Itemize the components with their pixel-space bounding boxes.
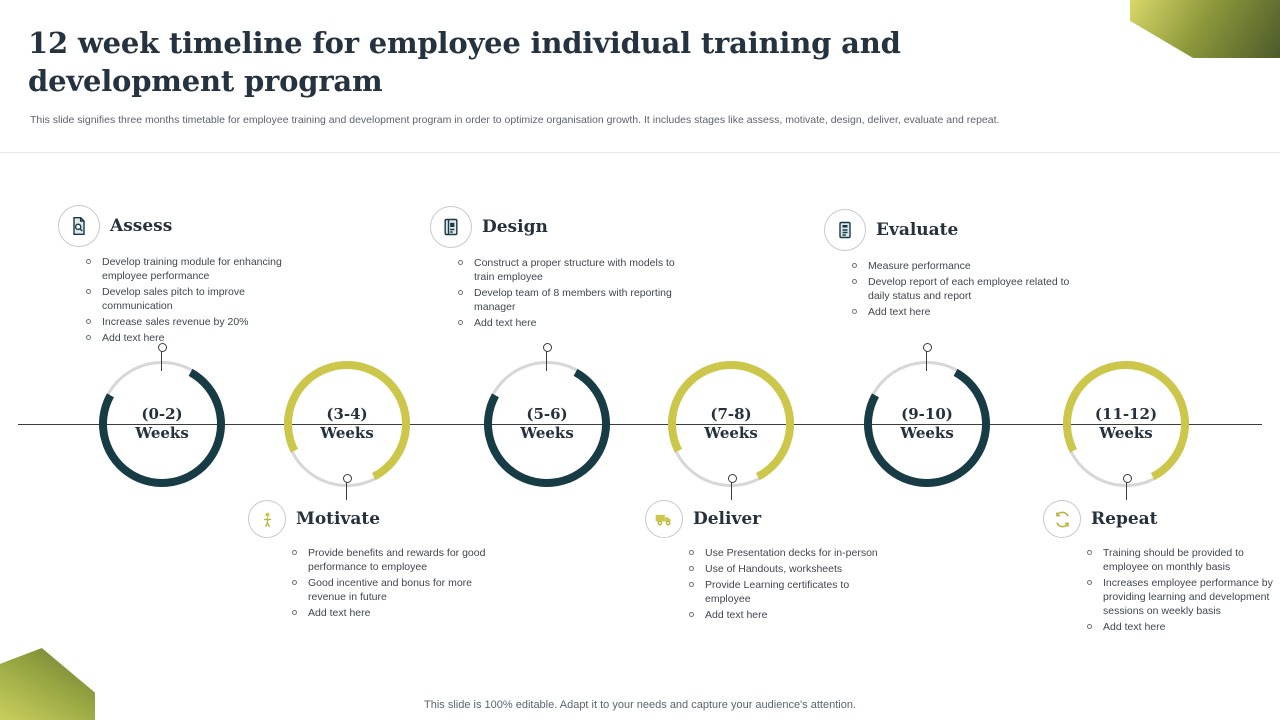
page-subtitle: This slide signifies three months timetable for employee training and development program in order to optimize organisation growth. It includes stages like assess, motivate, design, deliver, evaluate and repeat. — [30, 114, 1000, 126]
header-divider — [0, 152, 1280, 153]
stage-bullets — [1043, 546, 1278, 634]
stage-block-assess — [58, 205, 318, 347]
list-item: Add text here — [458, 316, 690, 330]
delivery-truck-icon — [645, 500, 683, 538]
node-range: (7-8) — [710, 405, 752, 423]
stage-block-evaluate — [824, 209, 1084, 321]
stage-title: Design — [482, 217, 548, 237]
stage-bullets — [430, 256, 690, 330]
blueprint-icon — [430, 206, 472, 248]
clipboard-report-icon — [824, 209, 866, 251]
stage-header — [645, 500, 895, 538]
page-title: 12 week timeline for employee individual training and development program — [28, 26, 901, 98]
stage-block-repeat — [1043, 500, 1278, 636]
node-stem-dot-6 — [1123, 474, 1132, 483]
node-stem-dot-3 — [543, 343, 552, 352]
node-range: (9-10) — [901, 405, 953, 423]
stage-title: Repeat — [1091, 509, 1158, 529]
timeline-node-4[interactable] — [668, 361, 794, 487]
stage-header — [824, 209, 1084, 251]
stage-bullets — [58, 255, 318, 345]
stage-title: Assess — [110, 216, 173, 236]
stage-title: Evaluate — [876, 220, 959, 240]
node-unit: Weeks — [135, 424, 189, 442]
stage-block-design — [430, 206, 690, 332]
node-label-6 — [1095, 405, 1157, 443]
stage-block-deliver — [645, 500, 895, 624]
list-item: Construct a proper structure with models to train employee — [458, 256, 690, 284]
refresh-cycle-icon — [1043, 500, 1081, 538]
stage-header — [430, 206, 690, 248]
timeline-node-5[interactable] — [864, 361, 990, 487]
person-idea-icon — [248, 500, 286, 538]
list-item: Use of Handouts, worksheets — [689, 562, 895, 576]
list-item: Measure performance — [852, 259, 1084, 273]
list-item: Develop sales pitch to improve communication — [86, 285, 318, 313]
list-item: Provide benefits and rewards for good performance to employee — [292, 546, 498, 574]
node-range: (3-4) — [326, 405, 368, 423]
timeline-node-3[interactable] — [484, 361, 610, 487]
node-unit: Weeks — [1099, 424, 1153, 442]
stage-block-motivate — [248, 500, 498, 622]
node-stem-dot-2 — [343, 474, 352, 483]
node-range: (5-6) — [526, 405, 568, 423]
list-item: Add text here — [86, 331, 318, 345]
list-item: Develop team of 8 members with reporting manager — [458, 286, 690, 314]
node-range: (11-12) — [1094, 405, 1158, 423]
node-label-4 — [704, 405, 758, 443]
list-item: Provide Learning certificates to employee — [689, 578, 895, 606]
node-stem-dot-4 — [728, 474, 737, 483]
node-unit: Weeks — [900, 424, 954, 442]
stage-title: Deliver — [693, 509, 762, 529]
node-stem-dot-5 — [923, 343, 932, 352]
stage-bullets — [248, 546, 498, 620]
stage-bullets — [824, 259, 1084, 319]
document-search-icon — [58, 205, 100, 247]
list-item: Add text here — [292, 606, 498, 620]
list-item: Add text here — [689, 608, 895, 622]
timeline-node-1[interactable] — [99, 361, 225, 487]
node-label-1 — [135, 405, 189, 443]
list-item: Increases employee performance by providing learning and development sessions on weekly basis — [1087, 576, 1278, 618]
list-item: Add text here — [852, 305, 1084, 319]
list-item: Develop report of each employee related to daily status and report — [852, 275, 1084, 303]
node-label-2 — [320, 405, 374, 443]
list-item: Develop training module for enhancing employee performance — [86, 255, 318, 283]
stage-title: Motivate — [296, 509, 381, 529]
list-item: Increase sales revenue by 20% — [86, 315, 318, 329]
node-label-5 — [900, 405, 954, 443]
list-item: Good incentive and bonus for more revenue in future — [292, 576, 498, 604]
list-item: Training should be provided to employee on monthly basis — [1087, 546, 1278, 574]
decorative-corner-top-right — [1130, 0, 1280, 58]
slide-footer-note: This slide is 100% editable. Adapt it to your needs and capture your audience's attention. — [424, 699, 856, 711]
timeline-node-6[interactable] — [1063, 361, 1189, 487]
stage-bullets — [645, 546, 895, 622]
timeline-node-2[interactable] — [284, 361, 410, 487]
node-unit: Weeks — [520, 424, 574, 442]
node-unit: Weeks — [320, 424, 374, 442]
stage-header — [248, 500, 498, 538]
list-item: Add text here — [1087, 620, 1278, 634]
stage-header — [1043, 500, 1278, 538]
stage-header — [58, 205, 318, 247]
list-item: Use Presentation decks for in-person — [689, 546, 895, 560]
node-range: (0-2) — [141, 405, 183, 423]
node-unit: Weeks — [704, 424, 758, 442]
node-label-3 — [520, 405, 574, 443]
